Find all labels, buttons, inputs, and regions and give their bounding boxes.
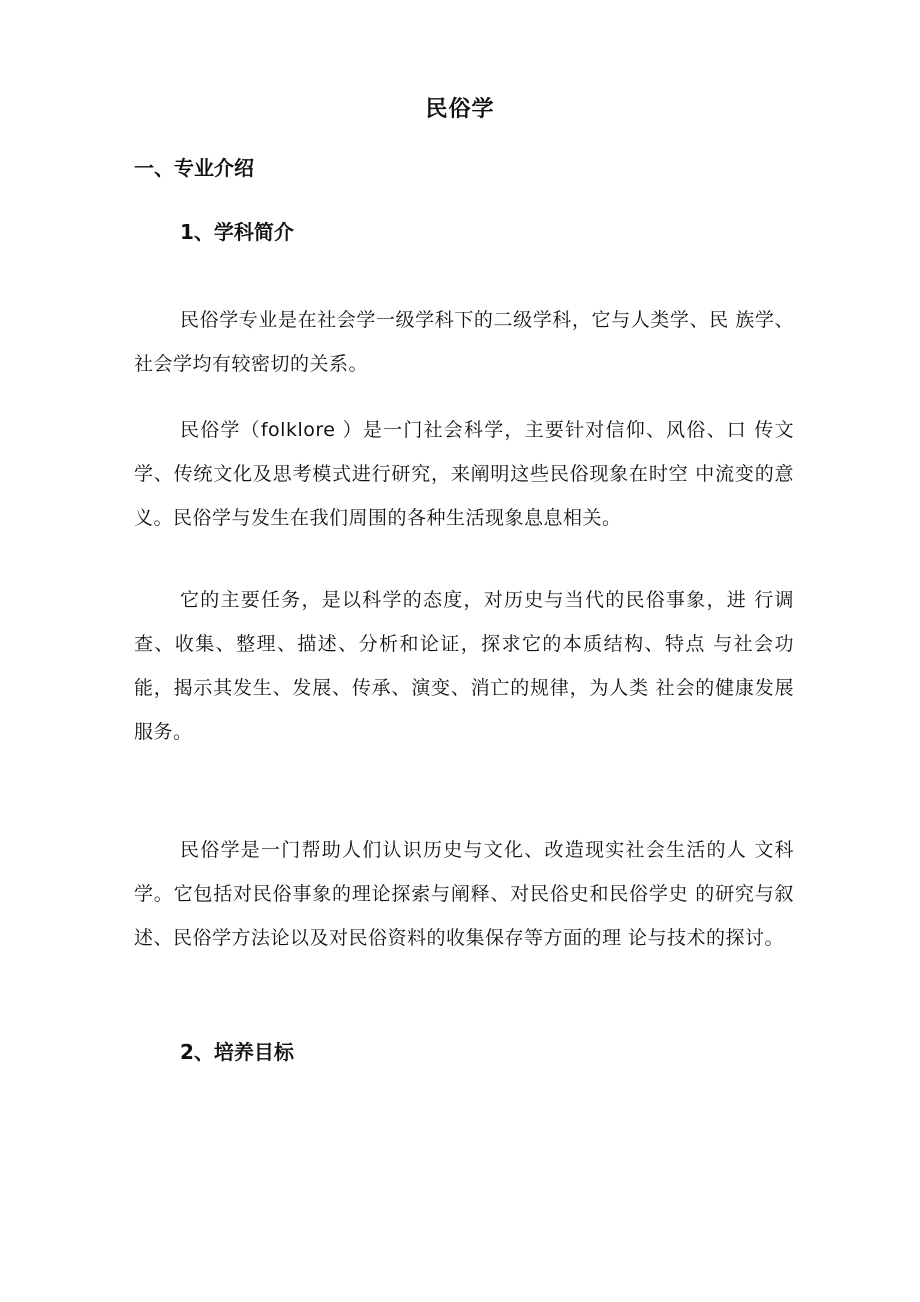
subsection-heading-goals: 2、培养目标 (180, 1040, 294, 1064)
paragraph-1: 民俗学专业是在社会学一级学科下的二级学科，它与人类学、民 族学、社会学均有较密切的关系。 (134, 309, 794, 375)
document-title: 民俗学 (425, 97, 495, 122)
paragraph-4: 民俗学是一门帮助人们认识历史与文化、改造现实社会生活的人 文科学。它包括对民俗事象的理论探索与阐释、对民俗史和民俗学史 的研究与叙述、民俗学方法论以及对民俗资料的收集保存等方面的理 论与技术的探讨。 (134, 839, 794, 949)
paragraph-3: 它的主要任务，是以科学的态度，对历史与当代的民俗事象，进 行调查、收集、整理、描述、分析和论证，探求它的本质结构、特点 与社会功能，揭示其发生、发展、传承、演变、消亡的规律，为人类 社会的健康发展服务。 (134, 589, 794, 743)
paragraph-2: 民俗学（folklore ）是一门社会科学，主要针对信仰、风俗、口 传文学、传统文化及思考模式进行研究，来阐明这些民俗现象在时空 中流变的意义。民俗学与发生在我们周围的各种生活现象息息相关。 (134, 419, 794, 529)
subsection-heading-overview: 1、学科简介 (180, 220, 294, 244)
section-heading-intro: 一、专业介绍 (134, 156, 254, 180)
